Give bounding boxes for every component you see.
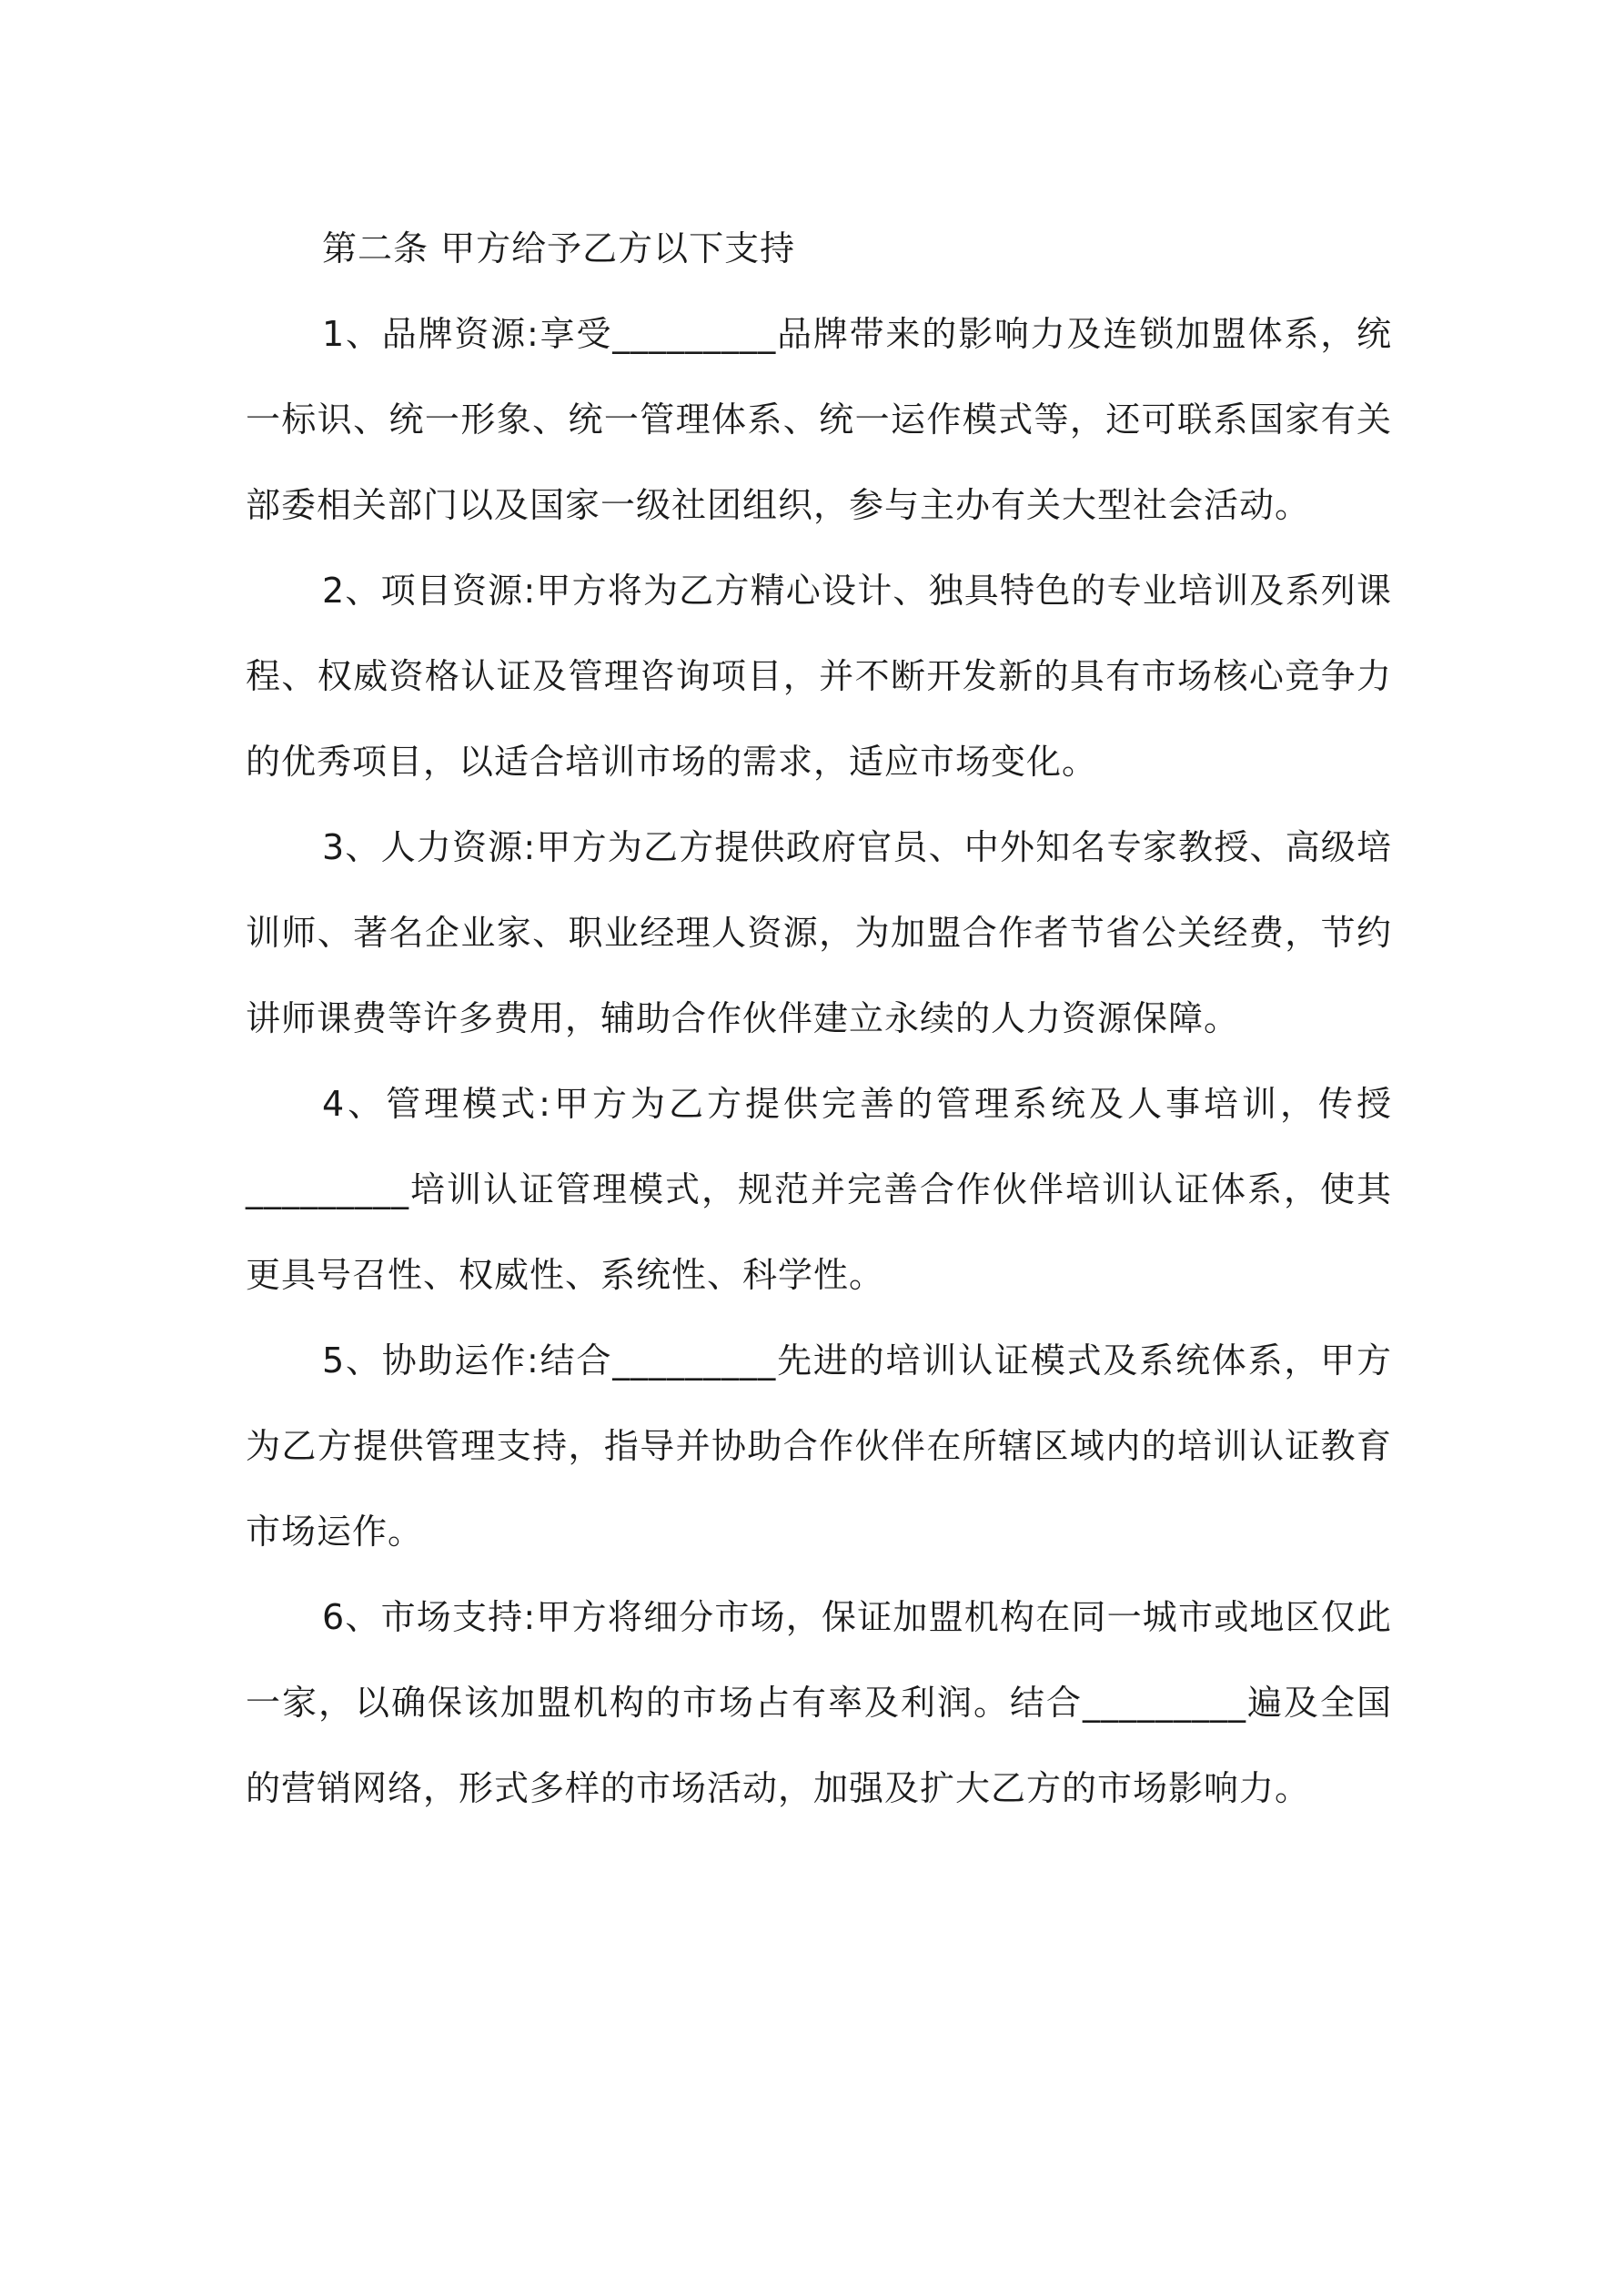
paragraph-operation-assistance: 5、协助运作:结合_________先进的培训认证模式及系统体系，甲方为乙方提供管理支持，指导并协助合作伙伴在所辖区域内的培训认证教育市场运作。 bbox=[246, 1340, 1392, 1552]
paragraph-management-model: 4、管理模式:甲方为乙方提供完善的管理系统及人事培训，传授_________培训认证管理模式，规范并完善合作伙伴培训认证体系，使其更具号召性、权威性、系统性、科学性。 bbox=[246, 1084, 1392, 1295]
paragraph-market-support: 6、市场支持:甲方将细分市场，保证加盟机构在同一城市或地区仅此一家，以确保该加盟机构的市场占有率及利润。结合_________遍及全国的营销网络，形式多样的市场活动，加强及扩大乙方的市场影响力。 bbox=[246, 1597, 1392, 1808]
document-body bbox=[246, 206, 1392, 1831]
paragraph-human-resources: 3、人力资源:甲方为乙方提供政府官员、中外知名专家教授、高级培训师、著名企业家、职业经理人资源，为加盟合作者节省公关经费，节约讲师课费等许多费用，辅助合作伙伴建立永续的人力资源保障。 bbox=[246, 827, 1392, 1038]
paragraph-project-resources: 2、项目资源:甲方将为乙方精心设计、独具特色的专业培训及系列课程、权威资格认证及管理咨询项目，并不断开发新的具有市场核心竞争力的优秀项目，以适合培训市场的需求，适应市场变化。 bbox=[246, 571, 1392, 782]
paragraph-brand-resources: 1、品牌资源:享受_________品牌带来的影响力及连锁加盟体系，统一标识、统一形象、统一管理体系、统一运作模式等，还可联系国家有关部委相关部门以及国家一级社团组织，参与主办有关大型社会活动。 bbox=[246, 314, 1392, 525]
article-heading: 第二条 甲方给予乙方以下支持 bbox=[322, 228, 796, 268]
